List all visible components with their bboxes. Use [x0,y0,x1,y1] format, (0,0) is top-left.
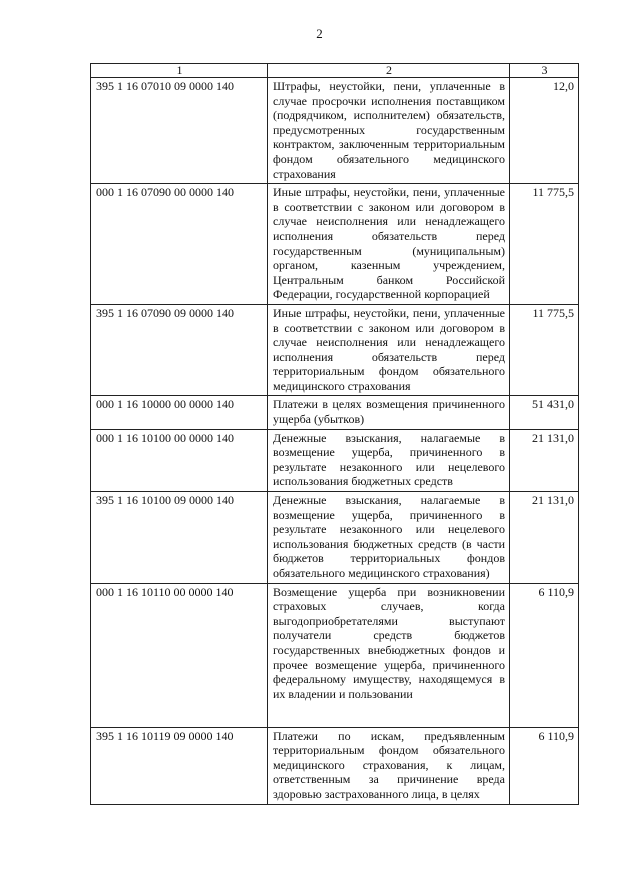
page-number: 2 [316,26,323,41]
table-row [91,492,579,584]
amount-cell: 11 775,5 [510,184,579,305]
table-row [91,429,579,491]
description-cell: Иные штрафы, неустойки, пени, уплаченные в соответствии с законом или договором в случае неисполнения или ненадлежащего исполнения обязательств перед территориальным фондом обязательного медицинского страхования [268,304,510,396]
description-cell: Платежи по искам, предъявленным территориальным фондом обязательного медицинского страхования, к лицам, ответственным за причинение вреда здоровью застрахованного лица, в целях [268,727,510,804]
description-cell: Иные штрафы, неустойки, пени, уплаченные в соответствии с законом или договором в случае неисполнения или ненадлежащего исполнения обязательств перед государственным (муниципальным) органом, казенным учреждением, Центральным банком Российской Федерации, государственной корпорацией [268,184,510,305]
budget-revenue-table [90,63,579,805]
budget-code-cell: 000 1 16 10110 00 0000 140 [91,583,268,727]
table-row [91,727,579,804]
table-row [91,78,579,184]
table-row [91,304,579,396]
column-header-code: 1 [91,64,268,78]
amount-cell: 11 775,5 [510,304,579,396]
amount-cell: 21 131,0 [510,492,579,584]
amount-cell: 6 110,9 [510,583,579,727]
budget-code-cell: 395 1 16 10119 09 0000 140 [91,727,268,804]
description-cell: Денежные взыскания, налагаемые в возмещение ущерба, причиненного в результате незаконного или нецелевого использования бюджетных средств [268,429,510,491]
table-row [91,583,579,727]
column-header-description: 2 [268,64,510,78]
description-cell: Денежные взыскания, налагаемые в возмещение ущерба, причиненного в результате незаконного или нецелевого использования бюджетных средств (в части бюджетов территориальных фондов обязательного медицинского страхования) [268,492,510,584]
amount-cell: 51 431,0 [510,396,579,429]
budget-code-cell: 000 1 16 10100 00 0000 140 [91,429,268,491]
budget-code-cell: 395 1 16 07010 09 0000 140 [91,78,268,184]
budget-code-cell: 000 1 16 10000 00 0000 140 [91,396,268,429]
amount-cell: 21 131,0 [510,429,579,491]
column-header-amount: 3 [510,64,579,78]
description-cell: Штрафы, неустойки, пени, уплаченные в случае просрочки исполнения поставщиком (подрядчиком, исполнителем) обязательств, предусмотренных государственным контрактом, заключенным территориальным фондом обязательного медицинского страхования [268,78,510,184]
amount-cell: 12,0 [510,78,579,184]
table-header-row [91,64,579,78]
budget-code-cell: 395 1 16 10100 09 0000 140 [91,492,268,584]
amount-cell: 6 110,9 [510,727,579,804]
description-cell: Возмещение ущерба при возникновении страховых случаев, когда выгодоприобретателями выступают получатели средств бюджетов государственных внебюджетных фондов и прочее возмещение ущерба, причиненного федеральному имуществу, находящемуся в их владении и пользовании [268,583,510,727]
description-cell: Платежи в целях возмещения причиненного ущерба (убытков) [268,396,510,429]
budget-code-cell: 395 1 16 07090 09 0000 140 [91,304,268,396]
table-row [91,184,579,305]
budget-code-cell: 000 1 16 07090 00 0000 140 [91,184,268,305]
table-row [91,396,579,429]
